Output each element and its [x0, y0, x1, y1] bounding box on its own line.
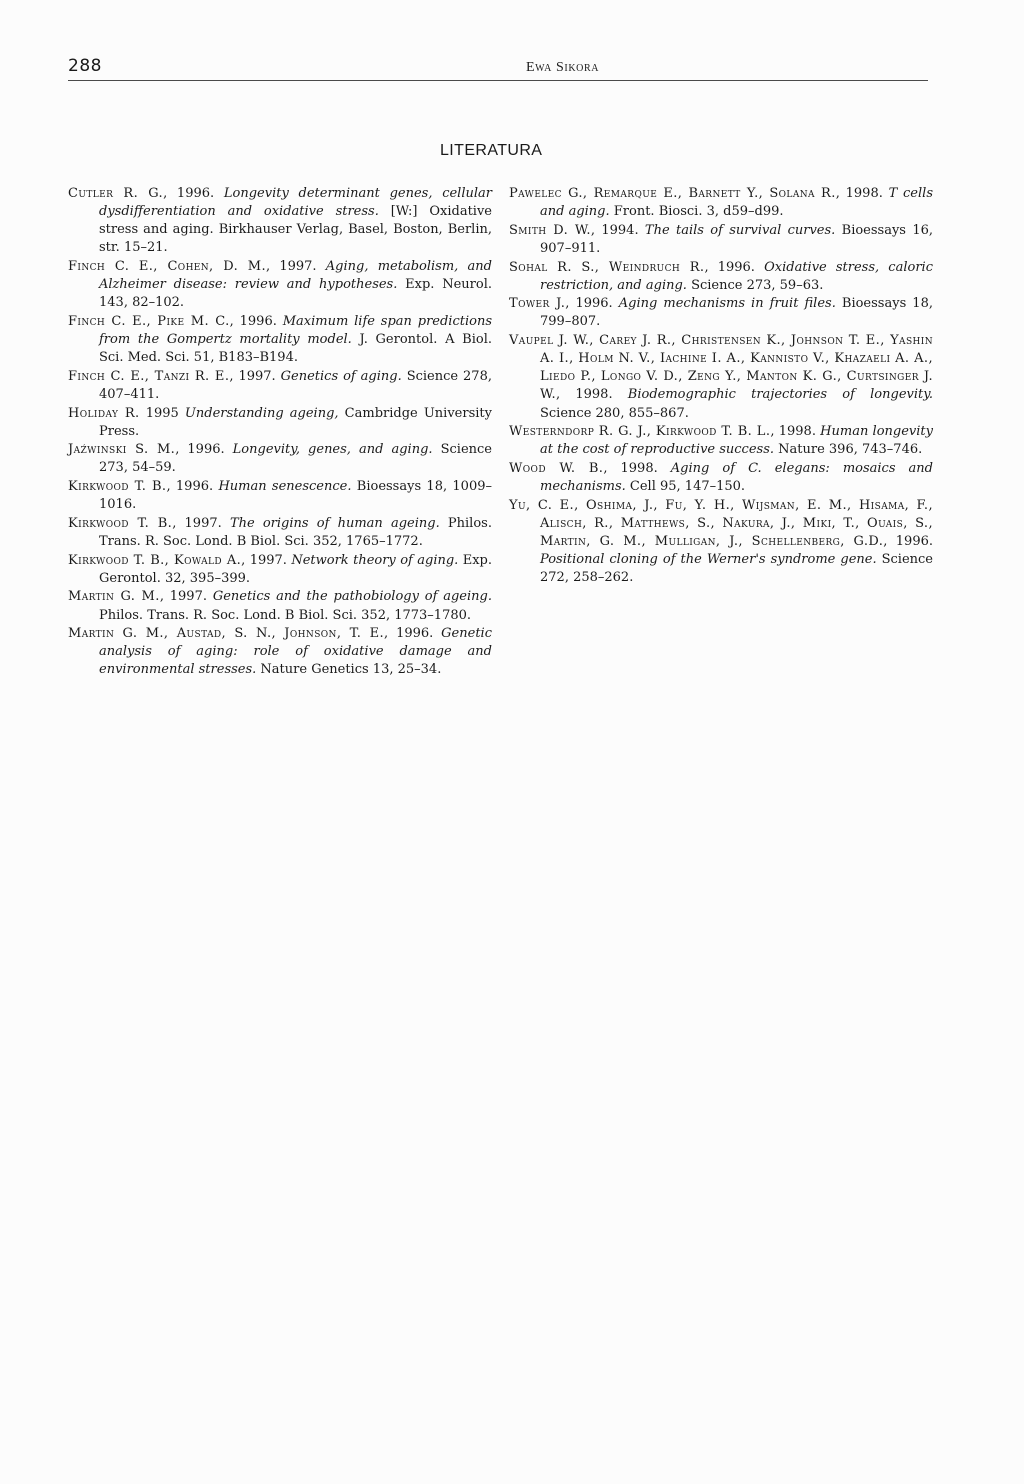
reference-authors: Finch C. E., Cohen, D. M. [68, 258, 266, 274]
reference-title: The origins of human ageing. [229, 515, 440, 531]
reference-source: Bioessays 18, 799–807. [540, 296, 933, 330]
reference-source: Science 280, 855–867. [540, 405, 689, 421]
reference-year: , 1996. [883, 533, 934, 549]
reference-source: Cambridge University Press. [99, 405, 492, 439]
reference-title: Maximum life span predictions from the Gompertz mortality model. [99, 313, 492, 347]
reference-source: Science 273, 59–63. [686, 277, 824, 293]
reference-entry [68, 515, 492, 551]
reference-authors: Vaupel J. W., Carey J. R., Christensen K., Johnson T. E., Yashin A. I., Holm N. V., Iachine I. A., Kannisto V., Khazaeli A. A., Liedo P., Longo V. D., Zeng Y., Manton K. G., Curtsinger J. W. [509, 333, 933, 403]
reference-year: , 1996. [384, 626, 442, 642]
reference-year: , 1996. [704, 259, 765, 275]
reference-title: Human senescence. [218, 479, 352, 495]
reference-authors: Kirkwood T. B. [68, 515, 173, 531]
reference-title: Aging of C. elegans: mosaics and mechanisms. [540, 460, 933, 495]
reference-title: T cells and aging. [540, 186, 933, 220]
references-right-column [509, 185, 933, 588]
reference-entry [509, 295, 933, 331]
reference-title: Longevity determinant genes, cellular dysdifferentiation and oxidative stress. [99, 186, 492, 220]
reference-authors: Kirkwood T. B., Kowald A. [68, 552, 242, 568]
reference-entry [68, 258, 492, 312]
reference-entry [68, 478, 492, 514]
reference-year: , 1997. [159, 589, 213, 605]
reference-title: Longevity, genes, and aging. [232, 442, 433, 458]
reference-title: Positional cloning of the Werner's syndrome gene. [540, 552, 877, 568]
reference-entry [68, 552, 492, 588]
reference-year: , 1996. [163, 186, 224, 201]
reference-year: , 1996. [565, 296, 619, 312]
reference-authors: Pawelec G., Remarque E., Barnett Y., Solana R. [509, 186, 836, 201]
reference-year: , 1996. [229, 313, 283, 329]
reference-year: 1995 [139, 405, 185, 421]
reference-authors: Smith D. W. [509, 222, 591, 238]
reference-authors: Sohal R. S., Weindruch R. [509, 259, 705, 275]
page-number: 288 [68, 56, 102, 76]
references-left-column [68, 185, 492, 680]
reference-entry [509, 460, 933, 496]
reference-authors: Jaźwinski S. M. [68, 442, 176, 458]
reference-title: Understanding ageing, [184, 405, 339, 421]
reference-source: Science 278, 407–411. [99, 368, 492, 402]
reference-year: , 1997. [265, 258, 326, 274]
reference-source: Philos. Trans. R. Soc. Lond. B Biol. Sci. 352, 1765–1772. [99, 515, 492, 549]
reference-source: [W:] Oxidative stress and aging. Birkhauser Verlag, Basel, Boston, Berlin, str. 15–21. [99, 204, 492, 256]
reference-authors: Wood W. B. [509, 460, 604, 476]
reference-authors: Kirkwood T. B. [68, 479, 167, 495]
reference-source: Bioessays 18, 1009–1016. [99, 479, 492, 513]
reference-title: Genetics and the pathobiology of ageing. [212, 589, 492, 605]
page-header [68, 58, 928, 81]
reference-authors: Holiday R. [68, 405, 140, 421]
reference-entry [68, 313, 492, 367]
reference-year: , 1996. [166, 479, 219, 495]
reference-authors: Martin G. M. [68, 589, 160, 605]
reference-authors: Cutler R. G. [68, 186, 164, 201]
reference-entry [509, 185, 933, 221]
reference-entry [68, 625, 492, 679]
reference-year: , 1997. [241, 552, 292, 568]
reference-entry [68, 588, 492, 624]
reference-entry [68, 185, 492, 257]
reference-source: Front. Biosci. 3, d59–d99. [609, 204, 784, 220]
reference-year: , 1994. [590, 222, 645, 238]
reference-year: , 1998. [556, 387, 628, 403]
reference-title: Genetics of aging. [280, 368, 402, 384]
reference-source: Exp. Neurol. 143, 82–102. [99, 277, 492, 311]
reference-title: Human longevity at the cost of reproductive success. [540, 424, 933, 458]
reference-entry [509, 259, 933, 295]
reference-entry [509, 423, 933, 459]
reference-title: Aging, metabolism, and Alzheimer disease: review and hypotheses. [99, 258, 492, 293]
reference-entry [509, 497, 933, 587]
reference-authors: Westerndorp R. G. J., Kirkwood T. B. L. [509, 424, 771, 440]
reference-authors: Tower J. [509, 296, 566, 312]
reference-entry [509, 332, 933, 422]
reference-title: Network theory of aging. [291, 552, 459, 568]
reference-authors: Yu, C. E., Oshima, J., Fu, Y. H., Wijsman, E. M., Hisama, F., Alisch, R., Matthews, S., Nakura, J., Miki, T., Ouais, S., Martin, G. M., Mulligan, J., Schellenberg, G.D. [509, 497, 933, 549]
reference-year: , 1997. [172, 515, 230, 531]
section-title: LITERATURA [440, 142, 543, 159]
reference-source: Science 272, 258–262. [540, 552, 933, 586]
reference-year: , 1997. [229, 368, 281, 384]
reference-entry [68, 405, 492, 441]
reference-entry [68, 368, 492, 404]
reference-source: Cell 95, 147–150. [625, 479, 746, 495]
reference-source: J. Gerontol. A Biol. Sci. Med. Sci. 51, B183–B194. [99, 331, 492, 366]
reference-year: , 1998. [835, 186, 889, 201]
reference-year: , 1996. [175, 442, 233, 458]
running-head: Ewa Sikora [526, 60, 600, 75]
reference-title: Genetic analysis of aging: role of oxidative damage and environmental stresses. [99, 626, 492, 678]
reference-authors: Finch C. E., Pike M. C. [68, 313, 230, 329]
reference-source: Exp. Gerontol. 32, 395–399. [99, 552, 493, 586]
reference-entry [68, 441, 492, 477]
reference-year: , 1998. [770, 424, 821, 440]
reference-authors: Martin G. M., Austad, S. N., Johnson, T. E. [68, 626, 385, 642]
reference-title: The tails of survival curves. [644, 222, 836, 238]
reference-entry [509, 222, 933, 258]
reference-title: Aging mechanisms in fruit files. [618, 296, 836, 312]
reference-authors: Finch C. E., Tanzi R. E. [68, 368, 230, 384]
reference-source: Science 273, 54–59. [99, 442, 492, 476]
reference-year: , 1998. [603, 460, 671, 476]
reference-source: Philos. Trans. R. Soc. Lond. B Biol. Sci. 352, 1773–1780. [99, 607, 472, 623]
reference-source: Nature 396, 743–746. [774, 442, 923, 458]
reference-source: Bioessays 16, 907–911. [540, 222, 933, 256]
reference-title: Oxidative stress, caloric restriction, and aging. [540, 259, 933, 293]
reference-source: Nature Genetics 13, 25–34. [256, 662, 442, 678]
reference-title: Biodemographic trajectories of longevity. [627, 387, 933, 403]
